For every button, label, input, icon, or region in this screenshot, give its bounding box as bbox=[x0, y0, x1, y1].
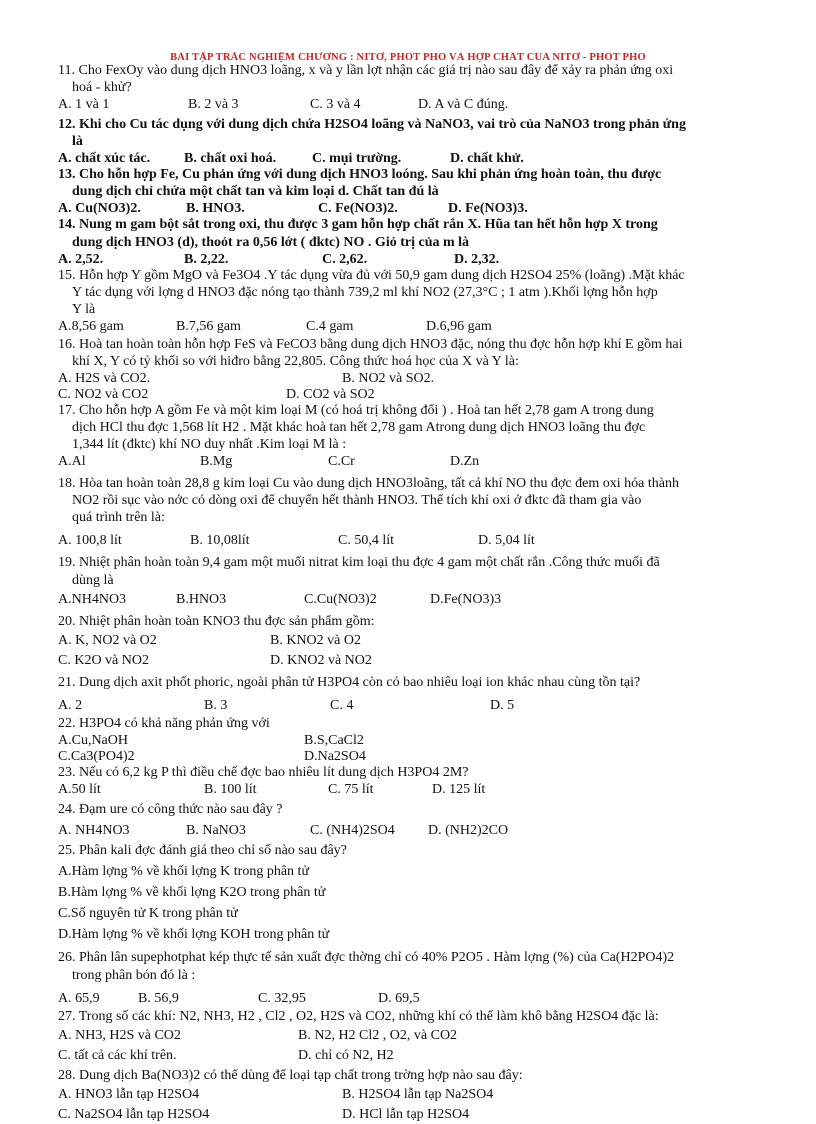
question-27 bbox=[58, 1008, 772, 1065]
option-c[interactable]: C. tất cả các khí trên. bbox=[58, 1047, 177, 1063]
answer-options bbox=[58, 748, 772, 764]
option-c[interactable]: C.Ca3(PO4)2 bbox=[58, 748, 135, 764]
answer-options bbox=[58, 386, 772, 402]
option-b[interactable]: B. 2 và 3 bbox=[188, 97, 239, 113]
question-stem: 19. Nhiệt phân hoàn toàn 9,4 gam một muối nitrat kim loại thu đợc 4 gam một chất rắn .Công thức muối đã dùng là bbox=[58, 555, 660, 588]
answer-options bbox=[58, 453, 772, 471]
option-a[interactable]: A. H2S và CO2. bbox=[58, 371, 151, 387]
question-list bbox=[58, 62, 772, 1124]
question-13 bbox=[58, 166, 772, 216]
question-16 bbox=[58, 336, 772, 402]
question-stem: 27. Trong số các khí: N2, NH3, H2 , Cl2 , O2, H2S và CO2, những khí có thể làm khô bằng H2SO4 đặc là: bbox=[58, 1008, 659, 1024]
option-a[interactable]: A.Al bbox=[58, 454, 86, 470]
option-b[interactable]: B.7,56 gam bbox=[176, 318, 241, 334]
option-d[interactable]: D. 5,04 lít bbox=[478, 533, 535, 549]
question-stem: 20. Nhiệt phân hoàn toàn KNO3 thu đợc sản phẩm gồm: bbox=[58, 613, 375, 629]
option-b[interactable]: B. NO2 và SO2. bbox=[342, 371, 435, 387]
option-a[interactable]: A. 2 bbox=[58, 697, 83, 713]
question-stem: 13. Cho hỗn hợp Fe, Cu phản ứng với dung dịch HNO3 loóng. Sau khi phản ứng hoàn toàn, thu được dung dịch chỉ chứa một chất tan và kim loại d. Chất tan đú là bbox=[58, 167, 662, 200]
question-24 bbox=[58, 801, 772, 840]
question-stem: 16. Hoà tan hoàn toàn hỗn hợp FeS và FeCO3 bằng dung dịch HNO3 đặc, nóng thu đợc hỗn hợp khí E gồm hai khí X, Y có tỷ khối so với hiđro bằng 22,805. Công thức hoá học của X và Y là: bbox=[58, 336, 683, 369]
option-d[interactable]: D. 69,5 bbox=[378, 990, 420, 1006]
option-a[interactable]: A. 65,9 bbox=[58, 990, 100, 1006]
option-a[interactable]: A.Hàm lợng % về khối lợng K trong phân tử bbox=[58, 864, 310, 880]
page-header: BÀI TẬP TRẮC NGHIỆM CHƯƠNG : NITƠ, PHỐT PHO VÀ HỢP CHẤT CỦA NITƠ - PHỐT PHO bbox=[170, 52, 646, 62]
answer-options bbox=[58, 732, 772, 748]
option-c[interactable]: C. mụi trường. bbox=[312, 151, 402, 167]
answer-options bbox=[58, 200, 772, 216]
option-d[interactable]: D. CO2 và SO2 bbox=[286, 387, 375, 403]
option-a[interactable]: A. NH4NO3 bbox=[58, 823, 130, 839]
option-a[interactable]: A.Cu,NaOH bbox=[58, 732, 128, 748]
question-19 bbox=[58, 554, 772, 608]
option-c[interactable]: C. (NH4)2SO4 bbox=[310, 823, 395, 839]
option-c[interactable]: C. 50,4 lít bbox=[338, 533, 395, 549]
option-d[interactable]: D.Hàm lợng % về khối lợng KOH trong phân tử bbox=[58, 927, 330, 943]
answer-options bbox=[58, 632, 772, 650]
option-b[interactable]: B. KNO2 và O2 bbox=[270, 632, 361, 648]
question-stem: 15. Hỗn hợp Y gồm MgO và Fe3O4 .Y tác dụng vừa đủ với 50,9 gam dung dịch H2SO4 25% (loãng) .Mặt khác Y tác dụng với lợng d HNO3 đặc nóng tạo thành 739,2 ml khí NO2 (27,3°C ; 1 atm ).Khối lợng hỗn hợp Y là bbox=[58, 267, 685, 317]
option-a[interactable]: A. Cu(NO3)2. bbox=[58, 201, 141, 217]
question-23 bbox=[58, 764, 772, 799]
option-b[interactable]: B. N2, H2 Cl2 , O2, và CO2 bbox=[298, 1027, 458, 1043]
option-d[interactable]: D.Zn bbox=[450, 454, 480, 470]
answer-options bbox=[58, 1106, 772, 1124]
option-b[interactable]: B.S,CaCl2 bbox=[304, 732, 364, 748]
question-stem: 23. Nếu có 6,2 kg P thì điều chế đợc bao nhiêu lít dung dịch H3PO4 2M? bbox=[58, 764, 469, 780]
option-c[interactable]: C. 75 lít bbox=[328, 781, 374, 797]
option-b[interactable]: B. 100 lít bbox=[204, 781, 257, 797]
option-c[interactable]: C. 32,95 bbox=[258, 990, 306, 1006]
question-14 bbox=[58, 216, 772, 266]
question-stem: 11. Cho FexOy vào dung dịch HNO3 loãng, x và y lần lợt nhận các giá trị nào sau đây để xảy ra phản ứng oxi hoá - khử? bbox=[58, 63, 674, 96]
option-a[interactable]: A.50 lít bbox=[58, 781, 101, 797]
answer-options bbox=[58, 370, 772, 386]
question-22 bbox=[58, 715, 772, 764]
option-d[interactable]: D. chất khử. bbox=[450, 151, 524, 167]
question-11 bbox=[58, 62, 772, 114]
answer-options bbox=[58, 318, 772, 336]
answer-options bbox=[58, 990, 772, 1008]
answer-options bbox=[58, 822, 772, 840]
option-c[interactable]: C. Na2SO4 lẫn tạp H2SO4 bbox=[58, 1106, 210, 1122]
answer-options bbox=[58, 150, 772, 166]
option-c[interactable]: C.4 gam bbox=[306, 318, 354, 334]
question-stem: 28. Dung dịch Ba(NO3)2 có thể dùng để loại tạp chất trong trờng hợp nào sau đây: bbox=[58, 1067, 523, 1083]
question-28 bbox=[58, 1067, 772, 1124]
option-d[interactable]: D. (NH2)2CO bbox=[428, 823, 509, 839]
answer-options bbox=[58, 1027, 772, 1045]
option-a[interactable]: A. 1 và 1 bbox=[58, 97, 110, 113]
question-stem: 14. Nung m gam bột sắt trong oxi, thu được 3 gam hỗn hợp chất rắn X. Hũa tan hết hỗn hợp X trong dung dịch HNO3 (d), thoỏt ra 0,56 lớt ( đktc) NO . Giỏ trị của m là bbox=[58, 217, 658, 250]
answer-options bbox=[58, 1047, 772, 1065]
answer-options bbox=[58, 591, 772, 609]
option-a[interactable]: A.8,56 gam bbox=[58, 318, 124, 334]
option-d[interactable]: D.Na2SO4 bbox=[304, 748, 366, 764]
option-b[interactable]: B.HNO3 bbox=[176, 591, 227, 607]
option-d[interactable]: D. Fe(NO3)3. bbox=[448, 201, 528, 217]
option-c[interactable]: C. 4 bbox=[330, 697, 354, 713]
option-b[interactable]: B. 10,08lít bbox=[190, 533, 250, 549]
option-b[interactable]: B. H2SO4 lẫn tạp Na2SO4 bbox=[342, 1086, 494, 1102]
question-stem: 17. Cho hỗn hợp A gồm Fe và một kim loại M (có hoá trị không đổi ) . Hoà tan hết 2,78 gam A trong dung dịch HCl thu đợc 1,568 lít H2 . Mặt khác hoà tan hết 2,78 gam Atrong dung dịch HNO3 loãng thu đợc 1,344 lít (đktc) khí NO duy nhất .Kim loại M là : bbox=[58, 403, 654, 453]
option-d[interactable]: D. A và C đúng. bbox=[418, 97, 509, 113]
option-b[interactable]: B.Hàm lợng % về khối lợng K2O trong phân tử bbox=[58, 885, 326, 901]
option-c[interactable]: C. Fe(NO3)2. bbox=[318, 201, 398, 217]
option-a[interactable]: A. HNO3 lẫn tạp H2SO4 bbox=[58, 1086, 200, 1102]
question-26 bbox=[58, 949, 772, 1007]
question-stem: 24. Đạm ure có công thức nào sau đây ? bbox=[58, 801, 283, 817]
option-b[interactable]: B. 2,22. bbox=[184, 251, 229, 267]
question-25 bbox=[58, 842, 772, 943]
answer-options bbox=[58, 251, 772, 267]
question-15 bbox=[58, 267, 772, 336]
option-b[interactable]: B. NaNO3 bbox=[186, 823, 246, 839]
question-stem: 25. Phân kali đợc đánh giá theo chỉ số nào sau đây? bbox=[58, 843, 347, 859]
option-a[interactable]: A. K, NO2 và O2 bbox=[58, 632, 157, 648]
question-stem: 22. H3PO4 có khả năng phản ứng với bbox=[58, 715, 270, 731]
question-stem: 26. Phân lân supephotphat kép thực tế sản xuất đợc thờng chỉ có 40% P2O5 . Hàm lợng (%) của Ca(H2PO4)2 trong phân bón đó là : bbox=[58, 950, 675, 983]
option-d[interactable]: D. KNO2 và NO2 bbox=[270, 652, 372, 668]
option-a[interactable]: A. 100,8 lít bbox=[58, 533, 122, 549]
option-a[interactable]: A.NH4NO3 bbox=[58, 591, 127, 607]
option-c[interactable]: C.Cr bbox=[328, 454, 355, 470]
answer-options bbox=[58, 96, 772, 114]
question-stem: 21. Dung dịch axit phốt phoric, ngoài phân tử H3PO4 còn có bao nhiêu loại ion khác nhau cùng tồn tại? bbox=[58, 674, 641, 690]
option-b[interactable]: B.Mg bbox=[200, 454, 233, 470]
option-c[interactable]: C. 3 và 4 bbox=[310, 97, 361, 113]
option-a[interactable]: A. 2,52. bbox=[58, 251, 104, 267]
option-a[interactable]: A. NH3, H2S và CO2 bbox=[58, 1027, 181, 1043]
option-c[interactable]: C.Số nguyên tử K trong phân tử bbox=[58, 906, 238, 922]
option-d[interactable]: D. chỉ có N2, H2 bbox=[298, 1047, 394, 1063]
answer-options bbox=[58, 1086, 772, 1104]
answer-options bbox=[58, 652, 772, 670]
answer-options bbox=[58, 697, 772, 715]
option-d[interactable]: D.Fe(NO3)3 bbox=[430, 591, 502, 607]
question-18 bbox=[58, 475, 772, 550]
option-d[interactable]: D. 125 lít bbox=[432, 781, 486, 797]
option-d[interactable]: D. HCl lẫn tạp H2SO4 bbox=[342, 1106, 470, 1122]
option-b[interactable]: B. HNO3. bbox=[186, 201, 245, 217]
question-20 bbox=[58, 613, 772, 670]
option-c[interactable]: C. NO2 và CO2 bbox=[58, 387, 149, 403]
option-c[interactable]: C. K2O và NO2 bbox=[58, 652, 149, 668]
question-stem: 18. Hòa tan hoàn toàn 28,8 g kim loại Cu vào dung dịch HNO3loãng, tất cả khí NO thu đợc đem oxi hóa thành NO2 rồi sục vào nớc có dòng oxi để chuyển hết thành HNO3. Thể tích khí oxi ở đktc đã tham gia vào quá trình trên là: bbox=[58, 476, 679, 526]
option-a[interactable]: A. chất xúc tác. bbox=[58, 151, 151, 167]
question-17 bbox=[58, 402, 772, 471]
option-b[interactable]: B. chất oxi hoá. bbox=[184, 151, 277, 167]
option-c[interactable]: C. 2,62. bbox=[322, 251, 368, 267]
answer-options bbox=[58, 781, 772, 799]
option-d[interactable]: D. 5 bbox=[490, 697, 515, 713]
question-stem: 12. Khi cho Cu tác dụng với dung dịch chứa H2SO4 loãng và NaNO3, vai trò của NaNO3 trong phản ứng là bbox=[58, 117, 686, 150]
option-d[interactable]: D.6,96 gam bbox=[426, 318, 492, 334]
option-b[interactable]: B. 3 bbox=[204, 697, 228, 713]
option-c[interactable]: C.Cu(NO3)2 bbox=[304, 591, 377, 607]
option-d[interactable]: D. 2,32. bbox=[454, 251, 500, 267]
question-21 bbox=[58, 674, 772, 715]
answer-options bbox=[58, 532, 772, 550]
question-12 bbox=[58, 116, 772, 166]
option-b[interactable]: B. 56,9 bbox=[138, 990, 179, 1006]
